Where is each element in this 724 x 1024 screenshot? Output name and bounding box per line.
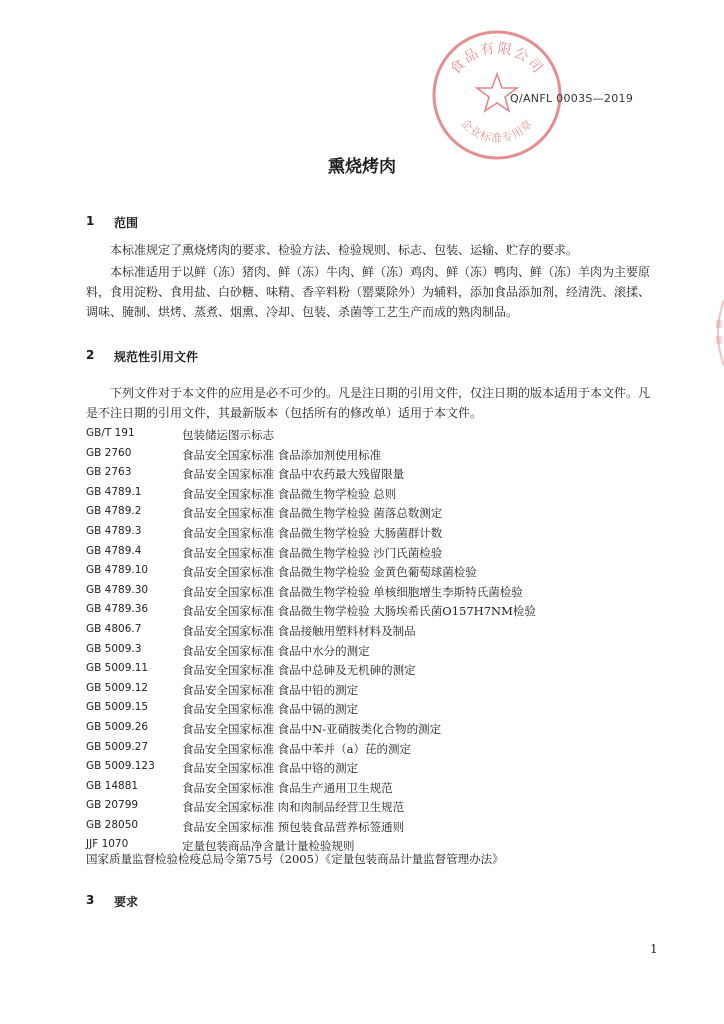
reference-row: [86, 545, 656, 565]
reference-row: [86, 486, 656, 506]
reference-code: GB 4789.10: [86, 564, 149, 577]
reference-title: 食品安全国家标准 食品中总砷及无机砷的测定: [182, 663, 416, 678]
reference-title: 食品安全国家标准 食品中铬的测定: [182, 761, 359, 776]
reference-title: 食品安全国家标准 食品微生物学检验 沙门氏菌检验: [182, 545, 443, 560]
reference-code: GB 14881: [86, 779, 139, 792]
reference-row: [86, 623, 656, 643]
reference-code: GB 4789.30: [86, 583, 149, 596]
reference-title: 食品安全国家标准 食品微生物学检验 大肠埃希氏菌O157H7NM检验: [182, 604, 536, 619]
reference-code: GB 5009.26: [86, 720, 149, 733]
reference-row: [86, 447, 656, 467]
reference-code: GB 20799: [86, 799, 139, 812]
reference-code: GB 2763: [86, 466, 132, 479]
svg-text:食品有限公司: 食品有限公司: [447, 40, 547, 78]
section-title: 规范性引用文件: [114, 350, 199, 364]
reference-code: GB 5009.12: [86, 681, 149, 694]
reference-title: 食品安全国家标准 食品中镉的测定: [182, 702, 359, 717]
reference-code: GB 4789.2: [86, 505, 142, 518]
section-number: 2: [86, 348, 95, 362]
scope-paragraph-2: 本标准适用于以鲜（冻）猪肉、鲜（冻）牛肉、鲜（冻）鸡肉、鲜（冻）鸭肉、鲜（冻）羊肉为主要原料，食用淀粉、食用盐、白砂糖、味精、香辛料粉（罂粟除外）为辅料，添加食品添加剂，经清洗、滚揉、调味、腌制、烘烤、蒸煮、烟熏、冷却、包装、杀菌等工艺生产而成的熟肉制品。: [86, 265, 651, 319]
reference-code: GB 5009.11: [86, 662, 149, 675]
section-3-heading: [86, 893, 138, 910]
references-intro: 下列文件对于本文件的应用是必不可少的。凡是注日期的引用文件，仅注日期的版本适用于本文件。凡是不注日期的引用文件，其最新版本（包括所有的修改单）适用于本文件。: [86, 386, 651, 420]
reference-row: [86, 701, 656, 721]
section-number: 1: [86, 214, 95, 228]
reference-title: 包装储运图示标志: [182, 428, 274, 442]
seal-edge-mark: [706, 298, 724, 368]
document-title: 熏烧烤肉: [328, 157, 396, 177]
scope-paragraph-1: 本标准规定了熏烧烤肉的要求、检验方法、检验规则、标志、包装、运输、贮存的要求。: [110, 243, 579, 257]
reference-row: [86, 603, 656, 623]
reference-title: 食品安全国家标准 肉和肉制品经营卫生规范: [182, 800, 405, 815]
svg-text:企业标准专用章: 企业标准专用章: [458, 116, 536, 145]
reference-code: GB 4789.36: [86, 603, 149, 616]
reference-row: [86, 819, 656, 839]
reference-code: JJF 1070: [86, 838, 129, 851]
reference-row: [86, 564, 656, 584]
section-title: 范围: [114, 216, 139, 230]
section-title: 要求: [114, 895, 139, 909]
reference-code: GB 28050: [86, 818, 139, 831]
section-1-heading: [86, 214, 138, 231]
reference-title: 食品安全国家标准 食品中农药最大残留限量: [182, 467, 405, 482]
reference-row: [86, 780, 656, 800]
reference-row: [86, 505, 656, 525]
reference-code: GB 5009.3: [86, 642, 142, 655]
reference-title: 食品安全国家标准 食品微生物学检验 金黄色葡萄球菌检验: [182, 565, 477, 580]
reference-code: GB 4789.4: [86, 544, 142, 557]
reference-code: GB 5009.15: [86, 701, 149, 714]
reference-row: [86, 427, 656, 447]
section-2-heading: [86, 348, 198, 365]
reference-title: 食品安全国家标准 食品中苯并（a）芘的测定: [182, 741, 412, 756]
regulation-order: 国家质量监督检验检疫总局令第75号（2005）《定量包装商品计量监督管理办法》: [86, 852, 504, 866]
section-number: 3: [86, 893, 95, 907]
reference-title: 食品安全国家标准 食品微生物学检验 大肠菌群计数: [182, 525, 443, 540]
reference-row: [86, 584, 656, 604]
reference-code: GB 5009.123: [86, 760, 155, 773]
reference-row: [86, 799, 656, 819]
reference-row: [86, 643, 656, 663]
reference-row: [86, 721, 656, 741]
reference-title: 食品安全国家标准 食品微生物学检验 总则: [182, 486, 397, 501]
page-number: 1: [650, 942, 658, 956]
reference-row: [86, 760, 656, 780]
reference-title: 定量包装商品净含量计量检验规则: [182, 839, 355, 854]
reference-row: [86, 525, 656, 545]
normative-references-list: [86, 427, 656, 858]
reference-title: 食品安全国家标准 食品微生物学检验 单核细胞增生李斯特氏菌检验: [182, 584, 523, 599]
reference-title: 食品安全国家标准 食品生产通用卫生规范: [182, 780, 393, 795]
reference-code: GB/T 191: [86, 427, 135, 439]
reference-row: [86, 741, 656, 761]
reference-row: [86, 662, 656, 682]
reference-code: GB 2760: [86, 446, 132, 459]
reference-title: 食品安全国家标准 食品微生物学检验 菌落总数测定: [182, 506, 443, 521]
reference-code: GB 4789.1: [86, 485, 142, 498]
reference-title: 食品安全国家标准 食品中N-亚硝胺类化合物的测定: [182, 721, 442, 736]
reference-code: GB 4789.3: [86, 524, 142, 537]
reference-title: 食品安全国家标准 食品中铅的测定: [182, 682, 359, 697]
reference-code: GB 4806.7: [86, 622, 142, 635]
reference-title: 食品安全国家标准 食品添加剂使用标准: [182, 447, 382, 462]
reference-title: 食品安全国家标准 预包装食品营养标签通则: [182, 819, 405, 834]
reference-title: 食品安全国家标准 食品中水分的测定: [182, 643, 370, 658]
reference-row: [86, 466, 656, 486]
reference-code: GB 5009.27: [86, 740, 149, 753]
standard-code: Q/ANFL 0003S—2019: [510, 92, 634, 105]
reference-title: 食品安全国家标准 食品接触用塑料材料及制品: [182, 623, 416, 638]
reference-row: [86, 682, 656, 702]
